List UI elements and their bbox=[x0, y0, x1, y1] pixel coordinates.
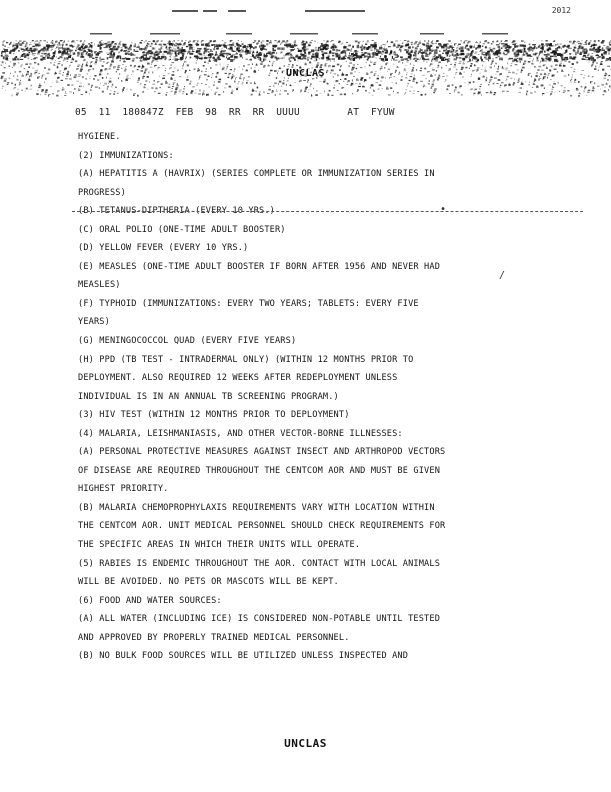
body-line: (B) TETANUS-DIPTHERIA (EVERY 10 YRS.) bbox=[78, 202, 583, 221]
body-line: (B) MALARIA CHEMOPROPHYLAXIS REQUIREMENTS VARY WITH LOCATION WITHIN bbox=[78, 502, 435, 513]
body-line: (F) TYPHOID (IMMUNIZATIONS: EVERY TWO YEARS; TABLETS: EVERY FIVE bbox=[78, 298, 419, 309]
classification-marking-top: UNCLAS bbox=[285, 68, 326, 79]
corner-page-mark: 2012 bbox=[551, 6, 571, 15]
body-line: WILL BE AVOIDED. NO PETS OR MASCOTS WILL BE KEPT. bbox=[78, 577, 339, 588]
body-line: HYGIENE. bbox=[78, 132, 121, 142]
body-line: OF DISEASE ARE REQUIRED THROUGHOUT THE CENTCOM AOR AND MUST BE GIVEN bbox=[78, 465, 441, 476]
body-line: MEASLES) bbox=[78, 280, 121, 291]
body-line: (D) YELLOW FEVER (EVERY 10 YRS.) bbox=[78, 243, 249, 254]
body-line: (3) HIV TEST (WITHIN 12 MONTHS PRIOR TO DEPLOYMENT) bbox=[78, 410, 350, 421]
body-line: (A) PERSONAL PROTECTIVE MEASURES AGAINST INSECT AND ARTHROPOD VECTORS bbox=[78, 447, 446, 458]
body-line: INDIVIDUAL IS IN AN ANNUAL TB SCREENING PROGRAM.) bbox=[78, 391, 339, 402]
body-line: DEPLOYMENT. ALSO REQUIRED 12 WEEKS AFTER REDEPLOYMENT UNLESS bbox=[78, 373, 398, 384]
fax-header-marks bbox=[0, 0, 611, 40]
message-body bbox=[78, 128, 583, 666]
body-line: PROGRESS) bbox=[78, 187, 126, 198]
body-line: (A) ALL WATER (INCLUDING ICE) IS CONSIDERED NON-POTABLE UNTIL TESTED bbox=[78, 614, 441, 625]
body-line: (C) ORAL POLIO (ONE-TIME ADULT BOOSTER) bbox=[78, 224, 286, 235]
body-line: THE SPECIFIC AREAS IN WHICH THEIR UNITS WILL OPERATE. bbox=[78, 540, 361, 551]
body-line: (G) MENINGOCOCCOL QUAD (EVERY FIVE YEARS) bbox=[78, 336, 297, 347]
body-line: THE CENTCOM AOR. UNIT MEDICAL PERSONNEL SHOULD CHECK REQUIREMENTS FOR bbox=[78, 521, 446, 532]
body-line: (A) HEPATITIS A (HAVRIX) (SERIES COMPLETE OR IMMUNIZATION SERIES IN bbox=[78, 169, 435, 180]
stray-dot-mark: • bbox=[440, 204, 447, 215]
body-line: (4) MALARIA, LEISHMANIASIS, AND OTHER VECTOR-BORNE ILLNESSES: bbox=[78, 428, 403, 439]
body-line: (2) IMMUNIZATIONS: bbox=[78, 150, 174, 161]
classification-marking-bottom: UNCLAS bbox=[284, 737, 327, 750]
body-line: AND APPROVED BY PROPERLY TRAINED MEDICAL PERSONNEL. bbox=[78, 632, 350, 643]
body-line: (6) FOOD AND WATER SOURCES: bbox=[78, 595, 222, 606]
body-line: YEARS) bbox=[78, 317, 110, 328]
body-line: (5) RABIES IS ENDEMIC THROUGHOUT THE AOR. CONTACT WITH LOCAL ANIMALS bbox=[78, 558, 441, 569]
body-line: (B) NO BULK FOOD SOURCES WILL BE UTILIZED UNLESS INSPECTED AND bbox=[78, 651, 409, 662]
body-line: (E) MEASLES (ONE-TIME ADULT BOOSTER IF BORN AFTER 1956 AND NEVER HAD bbox=[78, 261, 441, 272]
message-header-line: 05 11 180847Z FEB 98 RR RR UUUU AT FYUW bbox=[75, 107, 395, 118]
stray-pen-mark: / bbox=[499, 270, 506, 281]
body-line: HIGHEST PRIORITY. bbox=[78, 484, 169, 495]
body-line: (H) PPD (TB TEST - INTRADERMAL ONLY) (WITHIN 12 MONTHS PRIOR TO bbox=[78, 354, 414, 365]
